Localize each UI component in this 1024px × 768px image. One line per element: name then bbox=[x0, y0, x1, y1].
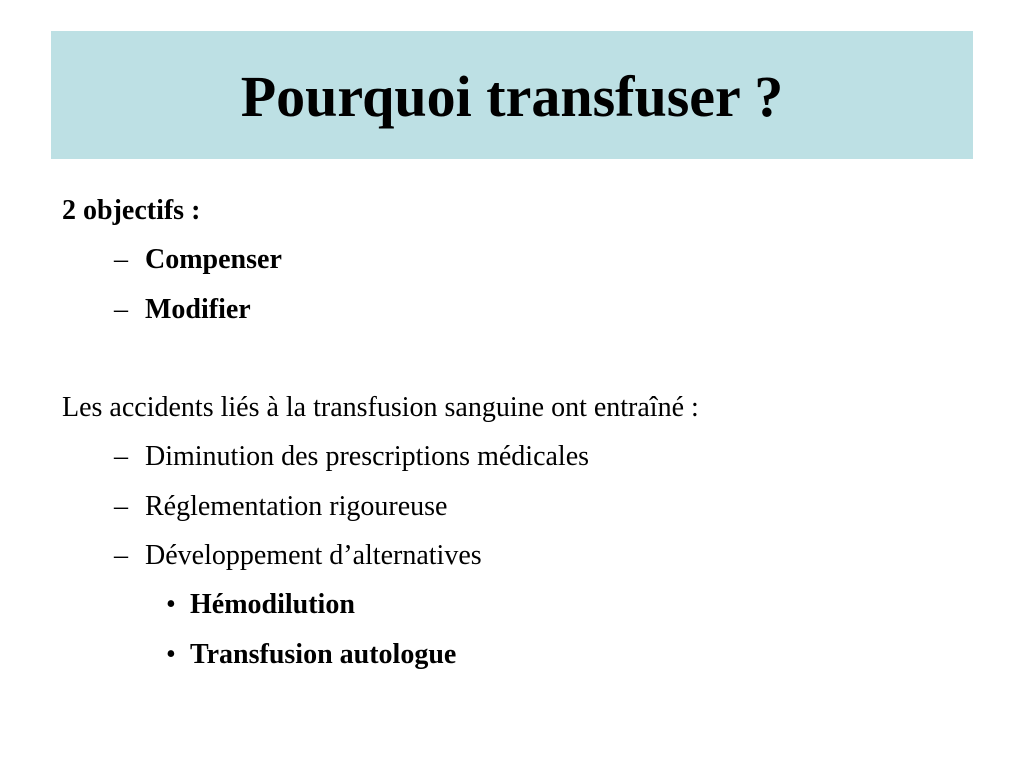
accidents-heading: Les accidents liés à la transfusion sanguine ont entraîné : bbox=[62, 392, 699, 424]
alternative-text: Transfusion autologue bbox=[190, 638, 457, 670]
consequence-item bbox=[62, 482, 962, 531]
consequence-text: Développement d’alternatives bbox=[145, 540, 482, 572]
title-band bbox=[51, 31, 973, 159]
consequence-item bbox=[62, 531, 962, 580]
consequence-text: Réglementation rigoureuse bbox=[145, 490, 448, 522]
dash-marker: – bbox=[114, 293, 128, 325]
dash-marker: – bbox=[114, 490, 128, 522]
slide-body bbox=[62, 186, 962, 679]
alternative-item bbox=[62, 580, 962, 629]
alternative-text: Hémodilution bbox=[190, 589, 355, 621]
objective-item bbox=[62, 285, 962, 334]
bullet-marker: • bbox=[166, 589, 176, 621]
bullet-marker: • bbox=[166, 638, 176, 670]
consequence-item bbox=[62, 432, 962, 481]
dash-marker: – bbox=[114, 441, 128, 473]
objective-text: Compenser bbox=[145, 244, 282, 276]
objectives-heading: 2 objectifs : bbox=[62, 195, 201, 226]
dash-marker: – bbox=[114, 540, 128, 572]
consequence-text: Diminution des prescriptions médicales bbox=[145, 441, 590, 473]
objective-text: Modifier bbox=[145, 293, 251, 325]
dash-marker: – bbox=[114, 244, 128, 276]
alternative-item bbox=[62, 630, 962, 679]
objective-item bbox=[62, 235, 962, 284]
slide-title: Pourquoi transfuser ? bbox=[240, 64, 784, 129]
spacer bbox=[62, 334, 962, 383]
